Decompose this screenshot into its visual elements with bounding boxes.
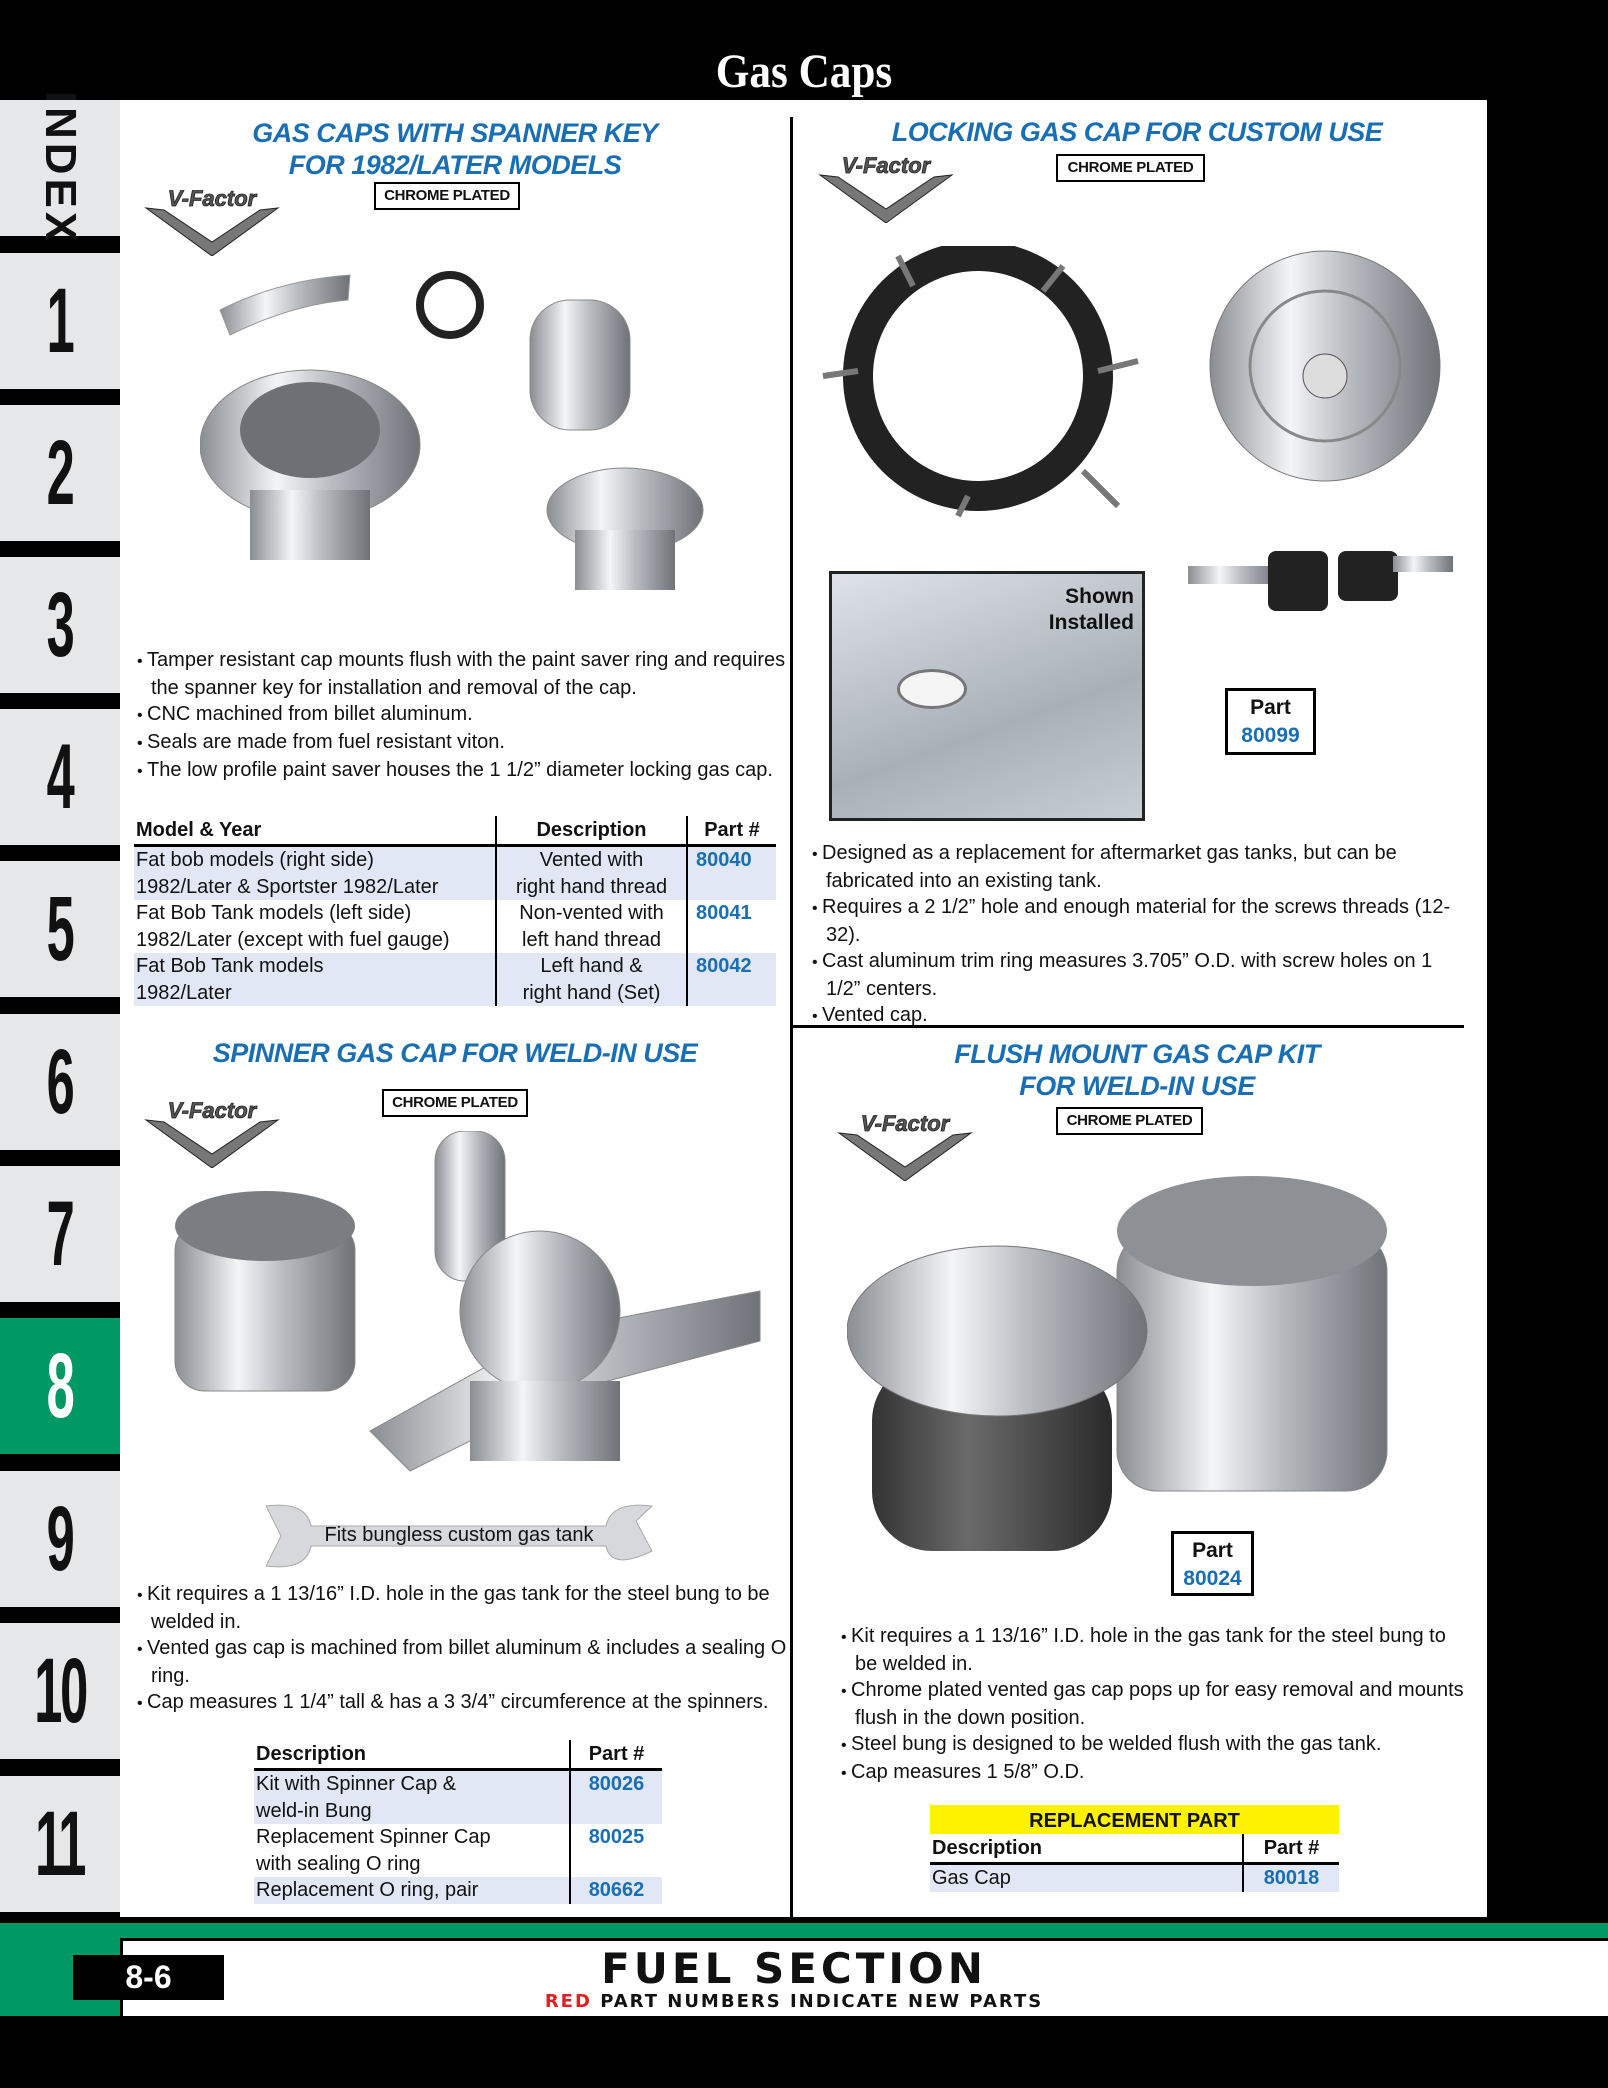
tab-label: 1 — [47, 269, 73, 372]
section-title: GAS CAPS WITH SPANNER KEY FOR 1982/LATER MODELS — [252, 118, 658, 180]
tab-3[interactable] — [0, 557, 120, 693]
section-title: LOCKING GAS CAP FOR CUSTOM USE — [891, 117, 1383, 147]
tab-label: 9 — [47, 1487, 73, 1590]
table-row: Fat Bob Tank models 1982/Later Left hand & right hand (Set) 80042 — [134, 953, 776, 1006]
spanner-gas-cap-image — [200, 260, 720, 600]
table-row: Gas Cap 80018 — [930, 1864, 1339, 1892]
page-title: Gas Caps — [715, 45, 893, 98]
spanner-parts-table: Model & Year Description Part # Fat bob models (right side) 1982/Later & Sportster 1982/Later Vented with right hand thread 80040 Fat Bob Tank models (left side) 1982/Later (except with fuel gauge) Non-vented with left hand thread 80041 Fat Bob Tank models 1982/Later Left hand & right hand (Set) 80042 — [134, 816, 776, 1006]
tab-label: INDEX — [36, 90, 86, 246]
tab-5[interactable] — [0, 861, 120, 997]
page-number: 8-6 — [73, 1955, 224, 2000]
v-factor-logo — [142, 186, 282, 256]
chrome-plated-badge: CHROME PLATED — [382, 1089, 528, 1117]
tab-11[interactable] — [0, 1776, 120, 1912]
locking-features: • Designed as a replacement for aftermarket gas tanks, but can be fabricated into an existing tank. • Requires a 2 1/2” hole and enough material for the screws threads (12-32). • Cast aluminum trim ring measures 3.705” O.D. with screw holes on 1 1/2” centers. • Vented cap. — [812, 840, 1472, 1030]
chrome-plated-badge: CHROME PLATED — [374, 182, 520, 210]
tab-label: 6 — [47, 1030, 73, 1133]
chrome-plated-badge: CHROME PLATED — [1056, 1107, 1203, 1135]
table-row: Kit with Spinner Cap & weld-in Bung 80026 — [254, 1770, 662, 1825]
section-title: SPINNER GAS CAP FOR WELD-IN USE — [212, 1038, 698, 1068]
tab-10[interactable] — [0, 1623, 120, 1759]
replacement-parts-table: Description Part # Gas Cap 80018 — [930, 1834, 1339, 1892]
tab-6[interactable] — [0, 1014, 120, 1150]
replacement-part-header: REPLACEMENT PART — [930, 1805, 1339, 1834]
tab-label: 5 — [47, 877, 73, 980]
tab-8[interactable] — [0, 1318, 120, 1454]
shown-label: Shown — [1065, 585, 1134, 608]
chrome-plated-badge: CHROME PLATED — [1056, 154, 1205, 182]
part-box: Part 80099 — [1225, 688, 1316, 755]
tab-label: 10 — [34, 1639, 86, 1742]
table-row: Replacement O ring, pair 80662 — [254, 1877, 662, 1904]
tab-label: 4 — [47, 725, 73, 828]
table-row: Fat Bob Tank models (left side) 1982/Later (except with fuel gauge) Non-vented with left hand thread 80041 — [134, 900, 776, 953]
tab-label: 3 — [47, 573, 73, 676]
spinner-gas-cap-image — [170, 1131, 770, 1501]
spinner-parts-table: Description Part # Kit with Spinner Cap & weld-in Bung 80026 Replacement Spinner Cap with sealing O ring 80025 Replacement O ring, pair 80662 — [254, 1740, 662, 1904]
tab-label: 11 — [35, 1792, 85, 1895]
section-name: FUEL SECTION — [601, 1944, 987, 1993]
flush-features: • Kit requires a 1 13/16” I.D. hole in the gas tank for the steel bung to be welded in. • Chrome plated vented gas cap pops up for easy removal and mounts flush in the down position. • Steel bung is designed to be welded flush with the gas tank. • Cap measures 1 5/8” O.D. — [841, 1623, 1471, 1787]
table-row: Replacement Spinner Cap with sealing O ring 80025 — [254, 1824, 662, 1877]
tab-label: 2 — [47, 421, 73, 524]
tab-label: 8 — [47, 1334, 73, 1437]
tab-1[interactable] — [0, 253, 120, 389]
tab-2[interactable] — [0, 405, 120, 541]
spinner-features: • Kit requires a 1 13/16” I.D. hole in the gas tank for the steel bung to be welded in. • Vented gas cap is machined from billet aluminum & includes a sealing O ring. • Cap measures 1 1/4” tall & has a 3 3/4” circumference at the spinners. — [137, 1581, 787, 1717]
tab-9[interactable] — [0, 1471, 120, 1607]
part-box: Part 80024 — [1171, 1531, 1254, 1596]
installed-label: Installed — [1048, 611, 1134, 634]
flush-gas-cap-image — [847, 1171, 1407, 1566]
tab-7[interactable] — [0, 1166, 120, 1302]
v-factor-logo — [816, 153, 956, 223]
column-divider — [790, 117, 793, 1917]
section-title: FLUSH MOUNT GAS CAP KIT FOR WELD-IN USE — [954, 1039, 1320, 1101]
new-parts-note: RED PART NUMBERS INDICATE NEW PARTS — [544, 1991, 1044, 2012]
wrench-label: Fits bungless custom gas tank — [324, 1524, 594, 1546]
tab-index[interactable] — [0, 90, 120, 246]
tab-4[interactable] — [0, 709, 120, 845]
shown-installed-photo — [829, 571, 1145, 821]
spanner-features: • Tamper resistant cap mounts flush with the paint saver ring and requires the spanner key for installation and removal of the cap. • CNC machined from billet aluminum. • Seals are made from fuel resistant viton. • The low profile paint saver houses the 1 1/2” diameter locking gas cap. — [137, 647, 787, 785]
tab-label: 7 — [47, 1182, 73, 1285]
table-row: Fat bob models (right side) 1982/Later & Sportster 1982/Later Vented with right hand thread 80040 — [134, 846, 776, 901]
